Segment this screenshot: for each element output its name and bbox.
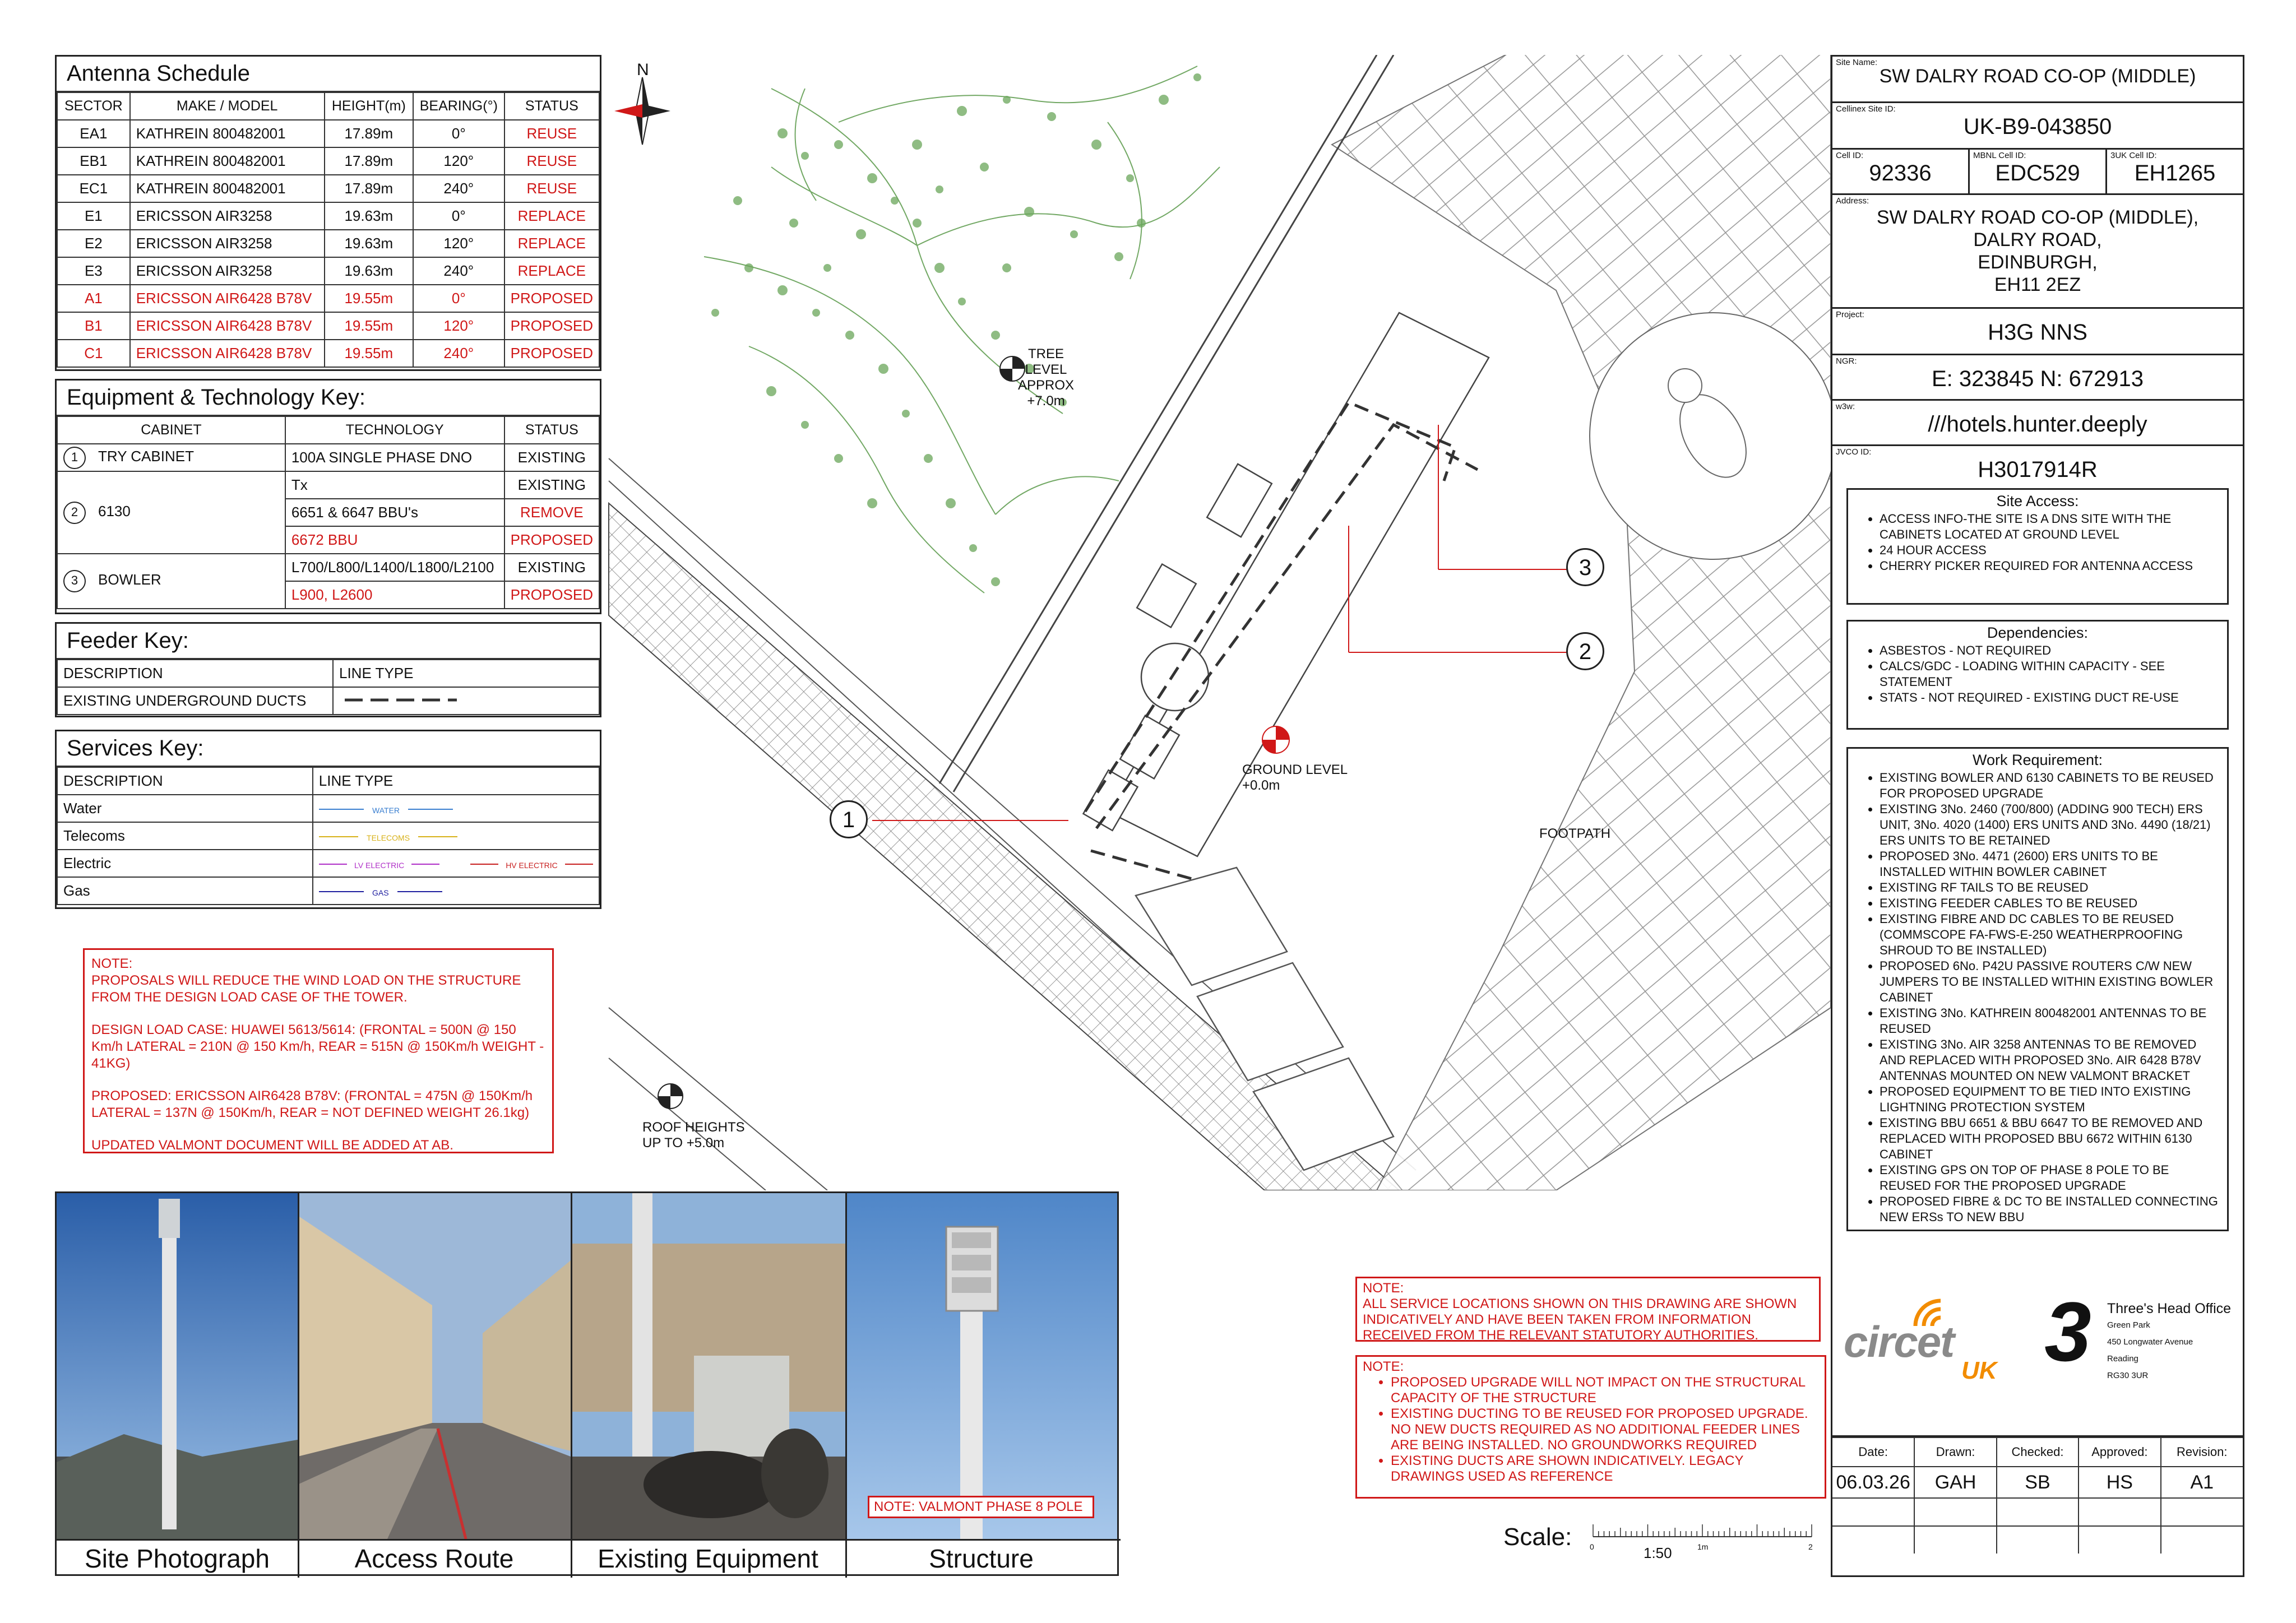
- list-item: • EXISTING BBU 6651 & BBU 6647 TO BE REMOVED AND REPLACED WITH PROPOSED BBU 6672 WITHIN 6130 CABINET: [1880, 1115, 2219, 1162]
- marker-1: 1: [830, 800, 868, 838]
- cabinet-cell: [57, 554, 285, 609]
- site-access-list: [1848, 511, 2227, 574]
- note-item: • EXISTING DUCTING TO BE REUSED FOR PROPOSED UPGRADE. NO NEW DUCTS REQUIRED AS NO ADDITIONAL FEEDER LINES ARE BEING INSTALLED. NO GROUNDWORKS REQUIRED: [1391, 1406, 1819, 1453]
- antenna-model: KATHREIN 800482001: [130, 147, 325, 175]
- scale-tick-label: 2: [1808, 1542, 1813, 1551]
- antenna-status: PROPOSED: [504, 285, 599, 312]
- revision-header: Approved:: [2079, 1437, 2160, 1467]
- antenna-model: ERICSSON AIR6428 B78V: [130, 285, 325, 312]
- col-header: STATUS: [504, 92, 599, 120]
- line-label: TELECOMS: [367, 833, 410, 842]
- antenna-status: REPLACE: [504, 230, 599, 257]
- antenna-sector: E1: [57, 202, 130, 230]
- list-item: • EXISTING RF TAILS TO BE REUSED: [1880, 880, 2219, 896]
- photo-caption: Access Route: [354, 1544, 514, 1573]
- photo-caption: Existing Equipment: [598, 1544, 818, 1573]
- antenna-sector: E2: [57, 230, 130, 257]
- antenna-height: 19.55m: [325, 285, 413, 312]
- note-text: ALL SERVICE LOCATIONS SHOWN ON THIS DRAWING ARE SHOWN INDICATIVELY AND HAVE BEEN TAKEN FROM INFORMATION RECEIVED FROM THE RELEVANT STATUTORY AUTHORITIES.: [1363, 1296, 1797, 1343]
- service-locations-note: [1355, 1277, 1821, 1342]
- tree-level-line: +7.0m: [1027, 393, 1065, 409]
- roof-height-line: UP TO +5.0m: [642, 1135, 725, 1151]
- gas-line-sample: [313, 877, 599, 905]
- antenna-row: [57, 257, 599, 285]
- line-label: WATER: [372, 806, 400, 815]
- col-header: MAKE / MODEL: [130, 92, 325, 120]
- col-header: LINE TYPE: [333, 660, 599, 687]
- ngr: E: 323845 N: 672913: [1931, 367, 2144, 391]
- status-cell: REMOVE: [504, 499, 599, 526]
- photo-caption: Structure: [929, 1544, 1034, 1573]
- antenna-sector: A1: [57, 285, 130, 312]
- equipment-photo-image: [571, 1193, 845, 1539]
- equipment-key: [55, 379, 601, 614]
- antenna-row: [57, 175, 599, 202]
- list-item: • PROPOSED FIBRE & DC TO BE INSTALLED CONNECTING NEW ERSs TO NEW BBU: [1880, 1194, 2219, 1225]
- col-header: STATUS: [504, 416, 599, 444]
- cell-id-cell: [1832, 150, 1970, 193]
- antenna-status: REPLACE: [504, 257, 599, 285]
- antenna-bearing: 240°: [413, 340, 504, 367]
- antenna-bearing: 240°: [413, 175, 504, 202]
- dependencies-panel: [1846, 620, 2229, 730]
- line-label: HV ELECTRIC: [506, 861, 558, 870]
- work-requirement-list: [1848, 770, 2227, 1225]
- col-header: BEARING(°): [413, 92, 504, 120]
- office-address-line: Green Park: [2107, 1320, 2150, 1330]
- antenna-sector: C1: [57, 340, 130, 367]
- panel-title: Dependencies:: [1987, 624, 2089, 641]
- structural-note: [1355, 1355, 1826, 1499]
- antenna-table: [57, 92, 600, 368]
- services-key-title: Services Key:: [57, 731, 600, 767]
- scale-tick-label: 1m: [1697, 1542, 1709, 1551]
- cabinet-name: 6130: [98, 502, 131, 520]
- status-cell: EXISTING: [504, 444, 599, 471]
- list-item: • ACCESS INFO-THE SITE IS A DNS SITE WITH THE CABINETS LOCATED AT GROUND LEVEL: [1880, 511, 2219, 542]
- scale-bar: [1587, 1520, 1817, 1559]
- dashed-line-icon: [339, 694, 462, 706]
- marker-3: 3: [1566, 548, 1604, 586]
- list-item: • EXISTING FIBRE AND DC CABLES TO BE REUSED (COMMSCOPE FA-FWS-E-250 WEATHERPROOFING SHROUD TO BE INSTALLED): [1880, 911, 2219, 958]
- structural-note-list: [1363, 1375, 1819, 1485]
- tech-cell: 6651 & 6647 BBU's: [285, 499, 504, 526]
- site-name: SW DALRY ROAD CO-OP (MIDDLE): [1879, 66, 2196, 87]
- service-description: Electric: [57, 850, 313, 877]
- list-item: • EXISTING 3No. 2460 (700/800) (ADDING 900 TECH) ERS UNIT, 3No. 4020 (1400) ERS UNITS AND 3No. 4490 (18/21) ERS UNITS TO BE RETAINED: [1880, 801, 2219, 848]
- note-paragraph: DESIGN LOAD CASE: HUAWEI 5613/5614: (FRONTAL = 500N @ 150 Km/h LATERAL = 210N @ 150 Km/h, REAR = 515N @ 150Km/h WEIGHT - 41KG): [91, 1022, 544, 1071]
- w3w: ///hotels.hunter.deeply: [1928, 412, 2147, 437]
- panel-title: Work Requirement:: [1972, 752, 2103, 768]
- note-paragraph: UPDATED VALMONT DOCUMENT WILL BE ADDED AT AB.: [91, 1138, 453, 1153]
- w3w-cell: [1832, 401, 2243, 446]
- ground-level-line: +0.0m: [1242, 778, 1280, 793]
- antenna-sector: EB1: [57, 147, 130, 175]
- project-cell: [1832, 309, 2243, 355]
- project: H3G NNS: [1988, 320, 2087, 345]
- feeder-key-title: Feeder Key:: [57, 624, 600, 659]
- revision-value: HS: [2079, 1467, 2160, 1498]
- north-arrow-icon: [614, 77, 670, 145]
- tree-leaves: [711, 73, 1201, 586]
- cabinet-number: 2: [63, 502, 86, 524]
- field-label: NGR:: [1836, 356, 1857, 366]
- revision-value: A1: [2161, 1467, 2243, 1498]
- uk3-cell: [2107, 150, 2243, 193]
- tech-cell: 100A SINGLE PHASE DNO: [285, 444, 504, 471]
- equipment-table: [57, 416, 600, 609]
- list-item: • EXISTING FEEDER CABLES TO BE REUSED: [1880, 896, 2219, 911]
- structure-photo-image: [845, 1193, 1117, 1539]
- antenna-height: 19.55m: [325, 340, 413, 367]
- list-item: • 24 HOUR ACCESS: [1880, 542, 2219, 558]
- status-cell: EXISTING: [504, 554, 599, 581]
- line-label: LV ELECTRIC: [354, 861, 405, 870]
- field-label: w3w:: [1836, 402, 1855, 411]
- circet-uk-wordmark: UK: [1961, 1357, 1997, 1384]
- antenna-bearing: 0°: [413, 120, 504, 147]
- feeder-table: [57, 659, 600, 715]
- field-label: MBNL Cell ID:: [1973, 151, 2026, 160]
- office-address-line: RG30 3UR: [2107, 1371, 2149, 1380]
- ground-level-label: [1242, 762, 1348, 794]
- circet-wordmark: circet: [1844, 1317, 1954, 1366]
- site-photo-image: [57, 1193, 298, 1539]
- site-plan: [603, 55, 1831, 1190]
- revision-row: [1832, 1467, 2243, 1498]
- list-item: • STATS - NOT REQUIRED - EXISTING DUCT RE-USE: [1880, 690, 2219, 706]
- address-line: SW DALRY ROAD CO-OP (MIDDLE),: [1876, 207, 2199, 228]
- antenna-height: 19.55m: [325, 312, 413, 340]
- antenna-bearing: 120°: [413, 147, 504, 175]
- antenna-height: 17.89m: [325, 175, 413, 202]
- address-line: DALRY ROAD,: [1973, 229, 2102, 251]
- feeder-description: EXISTING UNDERGROUND DUCTS: [57, 687, 333, 715]
- antenna-status: PROPOSED: [504, 312, 599, 340]
- three-logo: 3: [2044, 1285, 2091, 1379]
- col-header: DESCRIPTION: [57, 767, 313, 795]
- telecoms-line-sample: [313, 822, 599, 850]
- note-heading: NOTE:: [1363, 1359, 1404, 1374]
- tech-cell: 6672 BBU: [285, 526, 504, 554]
- revision-header: Checked:: [1997, 1437, 2079, 1467]
- field-label: 3UK Cell ID:: [2110, 151, 2157, 160]
- ngr-cell: [1832, 355, 2243, 401]
- antenna-height: 17.89m: [325, 120, 413, 147]
- equipment-key-title: Equipment & Technology Key:: [57, 381, 600, 416]
- list-item: • EXISTING BOWLER AND 6130 CABINETS TO BE REUSED FOR PROPOSED UPGRADE: [1880, 770, 2219, 801]
- antenna-height: 19.63m: [325, 230, 413, 257]
- ground-level-line: GROUND LEVEL: [1242, 762, 1348, 777]
- note-heading: NOTE:: [1363, 1281, 1404, 1296]
- list-item: • EXISTING GPS ON TOP OF PHASE 8 POLE TO BE REUSED FOR THE PROPOSED UPGRADE: [1880, 1162, 2219, 1194]
- north-label: N: [637, 61, 649, 79]
- note-heading: NOTE:: [91, 956, 133, 971]
- col-header: TECHNOLOGY: [285, 416, 504, 444]
- antenna-bearing: 120°: [413, 230, 504, 257]
- antenna-row: [57, 202, 599, 230]
- field-label: Project:: [1836, 310, 1864, 319]
- office-title: Three's Head Office: [2107, 1301, 2232, 1316]
- address-cell: [1832, 195, 2243, 309]
- cabinet-cell: [57, 471, 285, 554]
- revision-block: [1832, 1435, 2243, 1579]
- services-table: [57, 767, 600, 905]
- list-item: • CHERRY PICKER REQUIRED FOR ANTENNA ACCESS: [1880, 558, 2219, 574]
- service-description: Gas: [57, 877, 313, 905]
- roof-heights-label: [642, 1120, 745, 1151]
- scale-tick-label: 0: [1590, 1542, 1594, 1551]
- cabinet-name: TRY CABINET: [98, 447, 194, 465]
- antenna-model: KATHREIN 800482001: [130, 120, 325, 147]
- site-plan-drawing: [603, 55, 1831, 1190]
- tech-cell: L700/L800/L1400/L1800/L2100: [285, 554, 504, 581]
- antenna-sector: B1: [57, 312, 130, 340]
- antenna-model: ERICSSON AIR3258: [130, 230, 325, 257]
- antenna-bearing: 0°: [413, 202, 504, 230]
- field-label: Cell ID:: [1836, 151, 1864, 160]
- structure-note: NOTE: VALMONT PHASE 8 POLE: [868, 1496, 1094, 1518]
- service-description: Telecoms: [57, 822, 313, 850]
- revision-header: Date:: [1832, 1437, 1914, 1467]
- scale-label: Scale:: [1503, 1523, 1572, 1551]
- feeder-key: [55, 622, 601, 717]
- tree-level-line: APPROX: [1017, 378, 1075, 393]
- note-paragraph: PROPOSED: ERICSSON AIR6428 B78V: (FRONTAL = 475N @ 150Km/h LATERAL = 137N @ 150Km/h, REAR = NOT DEFINED WEIGHT 26.1kg): [91, 1088, 533, 1120]
- cabinet-number: 1: [63, 447, 86, 469]
- antenna-status: PROPOSED: [504, 340, 599, 367]
- field-label: JVCO ID:: [1836, 447, 1872, 457]
- antenna-bearing: 0°: [413, 285, 504, 312]
- antenna-sector: EA1: [57, 120, 130, 147]
- antenna-model: KATHREIN 800482001: [130, 175, 325, 202]
- water-line-sample: [313, 795, 599, 822]
- wind-load-note: [83, 948, 554, 1153]
- service-description: Water: [57, 795, 313, 822]
- line-label: GAS: [372, 888, 389, 897]
- antenna-status: REPLACE: [504, 202, 599, 230]
- antenna-bearing: 120°: [413, 312, 504, 340]
- cabinet-cell: [57, 444, 285, 471]
- list-item: • EXISTING 3No. AIR 3258 ANTENNAS TO BE REMOVED AND REPLACED WITH PROPOSED 3No. AIR 6428 B78V ANTENNAS MOUNTED ON NEW VALMONT BRACKET: [1880, 1037, 2219, 1084]
- antenna-model: ERICSSON AIR3258: [130, 202, 325, 230]
- antenna-height: 17.89m: [325, 147, 413, 175]
- antenna-row: [57, 285, 599, 312]
- antenna-row: [57, 120, 599, 147]
- three-office: [2107, 1301, 2242, 1384]
- marker-2: 2: [1566, 632, 1604, 670]
- antenna-model: ERICSSON AIR6428 B78V: [130, 340, 325, 367]
- antenna-row: [57, 340, 599, 367]
- antenna-bearing: 240°: [413, 257, 504, 285]
- note-paragraph: PROPOSALS WILL REDUCE THE WIND LOAD ON THE STRUCTURE FROM THE DESIGN LOAD CASE OF THE TOWER.: [91, 973, 521, 1005]
- site-photograph: [57, 1193, 298, 1539]
- address: [1832, 195, 2243, 296]
- site-name-cell: [1832, 57, 2243, 103]
- roof-height-marker-icon: [658, 1084, 683, 1109]
- field-label: Address:: [1836, 196, 1869, 206]
- tree-level-line: TREE LEVEL: [1025, 346, 1067, 377]
- antenna-model: ERICSSON AIR3258: [130, 257, 325, 285]
- field-label: Cellinex Site ID:: [1836, 104, 1896, 114]
- list-item: • PROPOSED 6No. P42U PASSIVE ROUTERS C/W NEW JUMPERS TO BE INSTALLED WITHIN EXISTING BOWLER CABINET: [1880, 958, 2219, 1005]
- electric-line-sample: [313, 850, 599, 877]
- field-label: Site Name:: [1836, 58, 1878, 67]
- mbnl-cell: [1970, 150, 2107, 193]
- revision-header: Drawn:: [1914, 1437, 1996, 1467]
- access-photo-image: [298, 1193, 571, 1539]
- col-header: DESCRIPTION: [57, 660, 333, 687]
- jvco-id: H3017914R: [1978, 457, 2098, 482]
- title-block: [1831, 55, 2244, 1577]
- antenna-sector: E3: [57, 257, 130, 285]
- office-address-line: Reading: [2107, 1354, 2138, 1364]
- work-requirement-panel: [1846, 747, 2229, 1231]
- structure-photo: [845, 1193, 1117, 1539]
- antenna-status: REUSE: [504, 147, 599, 175]
- duct-line-sample: [333, 687, 599, 715]
- jvco-cell: [1832, 446, 2243, 491]
- tech-cell: Tx: [285, 471, 504, 499]
- list-item: • CALCS/GDC - LOADING WITHIN CAPACITY - SEE STATEMENT: [1880, 659, 2219, 690]
- antenna-status: REUSE: [504, 120, 599, 147]
- list-item: • ASBESTOS - NOT REQUIRED: [1880, 643, 2219, 659]
- cabinet-name: BOWLER: [98, 571, 161, 588]
- antenna-height: 19.63m: [325, 202, 413, 230]
- cell-id: 92336: [1869, 161, 1932, 186]
- tree-canopy: [704, 66, 1220, 593]
- cabinet-number: 3: [63, 570, 86, 592]
- status-cell: EXISTING: [504, 471, 599, 499]
- antenna-height: 19.63m: [325, 257, 413, 285]
- address-line: EH11 2EZ: [1994, 274, 2081, 295]
- revision-header-row: [1832, 1437, 2243, 1467]
- col-header: HEIGHT(m): [325, 92, 413, 120]
- antenna-row: [57, 147, 599, 175]
- photo-strip: [55, 1191, 1119, 1576]
- cellinex-cell: [1832, 103, 2243, 150]
- site-access-panel: [1846, 488, 2229, 605]
- circet-logo: [1844, 1295, 2023, 1384]
- list-item: • PROPOSED EQUIPMENT TO BE TIED INTO EXISTING LIGHTNING PROTECTION SYSTEM: [1880, 1084, 2219, 1115]
- mbnl-id: EDC529: [1995, 161, 2080, 186]
- dependencies-list: [1848, 643, 2227, 706]
- office-address-line: 450 Longwater Avenue: [2107, 1337, 2193, 1347]
- tech-cell: L900, L2600: [285, 581, 504, 609]
- antenna-schedule: [55, 55, 601, 371]
- address-line: EDINBURGH,: [1978, 252, 2098, 273]
- cell-ids-row: [1832, 150, 2243, 195]
- revision-value: GAH: [1914, 1467, 1996, 1498]
- list-item: • EXISTING 3No. KATHREIN 800482001 ANTENNAS TO BE REUSED: [1880, 1005, 2219, 1037]
- revision-value: 06.03.26: [1832, 1467, 1914, 1498]
- revision-header: Revision:: [2161, 1437, 2243, 1467]
- col-header: SECTOR: [57, 92, 130, 120]
- status-cell: PROPOSED: [504, 581, 599, 609]
- list-item: • PROPOSED 3No. 4471 (2600) ERS UNITS TO BE INSTALLED WITHIN BOWLER CABINET: [1880, 848, 2219, 880]
- antenna-row: [57, 312, 599, 340]
- cellinex-id: UK-B9-043850: [1963, 114, 2112, 139]
- tree-level-label: [1007, 346, 1085, 409]
- footpath-label: FOOTPATH: [1539, 826, 1611, 841]
- access-route-photo: [298, 1193, 571, 1539]
- roof-height-line: ROOF HEIGHTS: [642, 1120, 745, 1135]
- col-header: CABINET: [57, 416, 285, 444]
- scale-ratio: 1:50: [1644, 1545, 1672, 1561]
- note-item: • PROPOSED UPGRADE WILL NOT IMPACT ON THE STRUCTURAL CAPACITY OF THE STRUCTURE: [1391, 1375, 1819, 1406]
- antenna-sector: EC1: [57, 175, 130, 202]
- uk3-id: EH1265: [2134, 161, 2216, 186]
- col-header: LINE TYPE: [313, 767, 599, 795]
- services-key: [55, 730, 601, 909]
- ground-level-marker-icon: [1262, 726, 1289, 753]
- revision-value: SB: [1997, 1467, 2079, 1498]
- photo-caption: Site Photograph: [85, 1544, 270, 1573]
- antenna-model: ERICSSON AIR6428 B78V: [130, 312, 325, 340]
- note-item: • EXISTING DUCTS ARE SHOWN INDICATIVELY. LEGACY DRAWINGS USED AS REFERENCE: [1391, 1453, 1819, 1485]
- status-cell: PROPOSED: [504, 526, 599, 554]
- antenna-schedule-title: Antenna Schedule: [57, 57, 600, 92]
- scale-ruler-icon: [1587, 1520, 1817, 1542]
- antenna-row: [57, 230, 599, 257]
- existing-equipment-photo: [571, 1193, 845, 1539]
- panel-title: Site Access:: [1996, 493, 2079, 509]
- antenna-status: REUSE: [504, 175, 599, 202]
